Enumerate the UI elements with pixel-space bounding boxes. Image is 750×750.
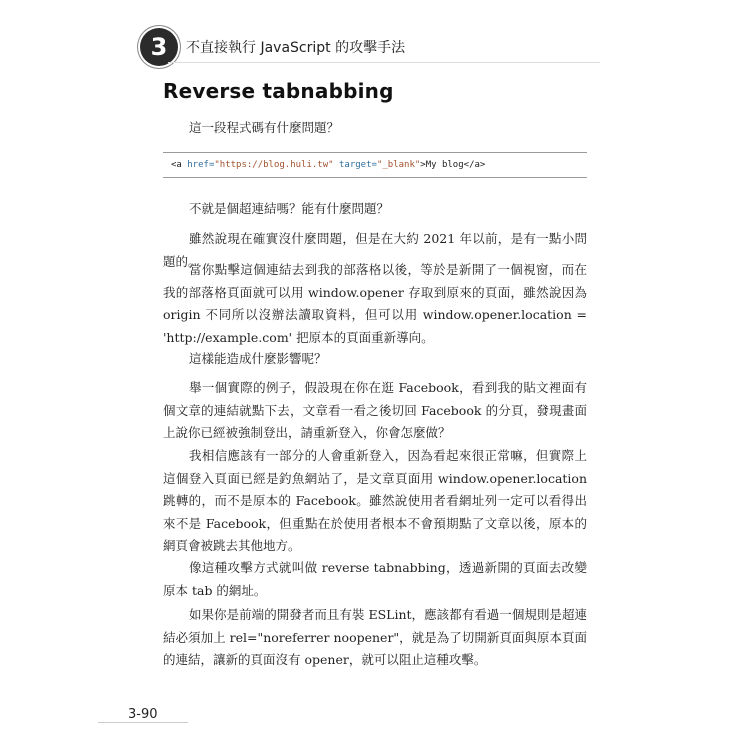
chapter-title: 不直接執行 JavaScript 的攻擊手法 xyxy=(186,40,406,56)
code-attr-href: href= xyxy=(187,160,215,170)
paragraph-6: 我相信應該有一部分的人會重新登入，因為看起來很正常嘛，但實際上這個登入頁面已經是釣魚網站了，是文章頁面用 window.opener.location 跳轉的，而不是原本的 Facebook。雖然說使用者看網址列一定可以看得出來不是 Facebook，但重點在於使用者根本不會預期點了文章以後，原本的網頁會被跳去其他地方。 xyxy=(163,448,587,553)
code-link-text: >My blog</a> xyxy=(420,160,486,170)
header-divider xyxy=(168,62,600,63)
paragraph-8: 如果你是前端的開發者而且有裝 ESLint，應該都有看過一個規則是超連結必須加上 rel="noreferrer noopener"，就是為了切開新頁面與原本頁面的連結，讓新的頁面沒有 opener，就可以阻止這種攻擊。 xyxy=(163,607,587,667)
paragraph-3: 當你點擊這個連結去到我的部落格以後，等於是新開了一個視窗，而在我的部落格頁面就可以用 window.opener 存取到原來的頁面，雖然說因為 origin 不同所以沒辦法讀取資料，但可以用 window.opener.location = 'http://example.com' 把原本的頁面重新導向。 xyxy=(163,262,587,345)
code-block xyxy=(163,152,587,178)
paragraph-7: 像這種攻擊方式就叫做 reverse tabnabbing，透過新開的頁面去改變原本 tab 的網址。 xyxy=(163,560,587,598)
question-text: 這一段程式碼有什麼問題？ xyxy=(189,120,340,135)
code-value-href: "https://blog.huli.tw" xyxy=(214,160,334,170)
chapter-number: 3 xyxy=(150,33,168,61)
code-tag-open: <a xyxy=(171,160,188,170)
paragraph-4: 這樣能造成什麼影響呢？ xyxy=(189,351,327,366)
paragraph-1: 不就是個超連結嗎？能有什麼問題？ xyxy=(189,201,390,216)
chapter-number-badge xyxy=(140,28,178,66)
paragraph-2: 雖然說現在確實沒什麼問題，但是在大約 2021 年以前，是有一點小問題的。 xyxy=(163,231,587,269)
chapter-header xyxy=(140,27,405,67)
section-title: Reverse tabnabbing xyxy=(163,79,394,103)
code-attr-target: target= xyxy=(333,160,377,170)
footer-divider xyxy=(98,722,188,723)
code-value-target: "_blank" xyxy=(376,160,421,170)
code-line xyxy=(163,160,485,170)
paragraph-5: 舉一個實際的例子，假設現在你在逛 Facebook，看到我的貼文裡面有個文章的連結就點下去，文章看一看之後切回 Facebook 的分頁，發現畫面上說你已經被強制登出，請重新登入，你會怎麼做？ xyxy=(163,380,587,440)
page-number: 3-90 xyxy=(128,707,158,722)
